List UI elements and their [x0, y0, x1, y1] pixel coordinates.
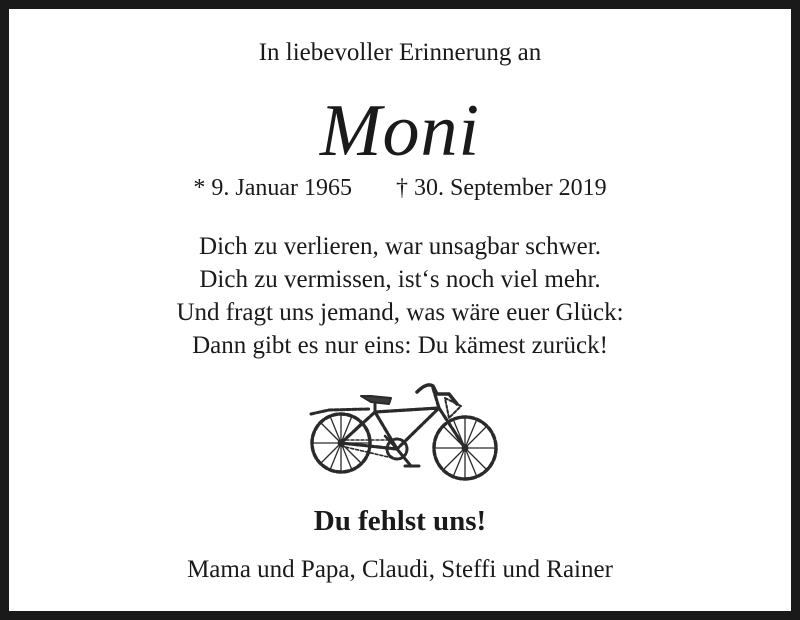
motto: Du fehlst uns! — [313, 505, 487, 537]
bicycle-illustration — [299, 374, 499, 484]
deceased-name: Moni — [319, 90, 481, 172]
poem-line: Dich zu vermissen, ist‘s noch viel mehr. — [199, 266, 601, 293]
death-date: † 30. September 2019 — [396, 175, 607, 201]
family-signature: Mama und Papa, Claudi, Steffi und Rainer — [187, 556, 613, 583]
life-dates — [9, 175, 791, 202]
birth-date: * 9. Januar 1965 — [193, 175, 352, 201]
poem-line: Und fragt uns jemand, was wäre euer Glück: — [176, 299, 624, 326]
poem-line: Dich zu verlieren, war unsagbar schwer. — [199, 233, 601, 260]
intro-text: In liebevoller Erinnerung an — [258, 39, 542, 66]
poem — [9, 230, 791, 362]
poem-line: Dann gibt es nur eins: Du kämest zurück! — [192, 332, 608, 359]
